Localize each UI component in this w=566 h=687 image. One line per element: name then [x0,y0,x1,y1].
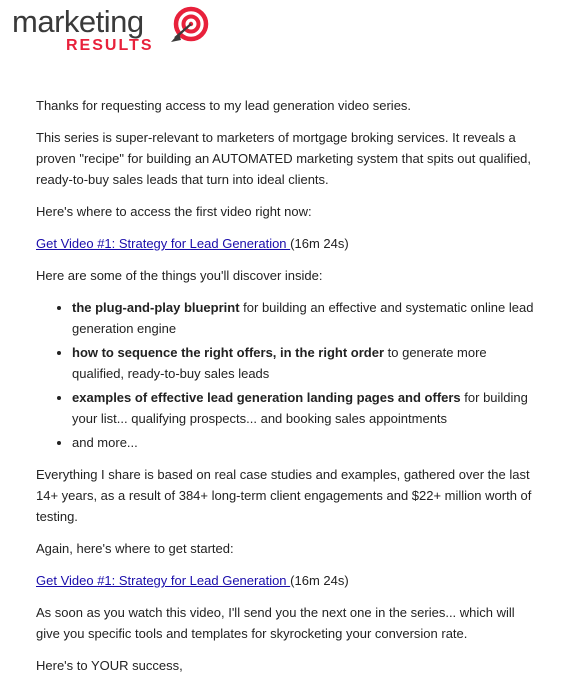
features-list [36,297,542,453]
description-paragraph: This series is super-relevant to marketers of mortgage broking services. It reveals a proven "recipe" for building an AUTOMATED marketing system that spits out qualified, ready-to-buy sales leads that turn into ideal clients. [36,130,532,187]
feature-text: for building an effective and systematic online lead generation engine [72,300,534,336]
target-arrow-icon [169,6,209,46]
list-item [72,387,542,429]
intro-paragraph: Thanks for requesting access to my lead generation video series. [36,98,412,113]
get-video-1-link[interactable]: Get Video #1: Strategy for Lead Generation [36,573,291,588]
experience-paragraph: Everything I share is based on real case studies and examples, gathered over the last 14+ years, as a result of 384+ long-term client engagements and $22+ million worth of testing. [36,467,532,524]
video-link-row-2 [36,570,542,591]
feature-bold: the plug-and-play blueprint [72,300,240,315]
access-prompt: Here's where to access the first video right now: [36,204,312,219]
next-info-paragraph: As soon as you watch this video, I'll send you the next one in the series... which will give you specific tools and templates for skyrocketing your conversion rate. [36,605,515,641]
video-link-row-1 [36,233,542,254]
list-item [72,297,542,339]
feature-text: and more... [72,435,138,450]
feature-bold: examples of effective lead generation landing pages and offers [72,390,461,405]
feature-text: to generate more qualified, ready-to-buy sales leads [72,345,487,381]
logo-wordmark: marketing [12,4,144,39]
logo-subtitle: RESULTS [66,37,154,54]
video-duration: (16m 24s) [290,236,349,251]
again-prompt: Again, here's where to get started: [36,541,234,556]
get-video-1-link[interactable]: Get Video #1: Strategy for Lead Generation [36,236,291,251]
brand-logo [12,4,212,60]
feature-bold: how to sequence the right offers, in the right order [72,345,385,360]
video-duration: (16m 24s) [290,573,349,588]
signoff: Here's to YOUR success, [36,658,183,673]
feature-text: for building your list... qualifying prospects... and booking sales appointments [72,390,528,426]
list-item [72,342,542,384]
list-item [72,432,542,453]
discover-intro: Here are some of the things you'll discover inside: [36,268,323,283]
email-body [36,95,542,687]
